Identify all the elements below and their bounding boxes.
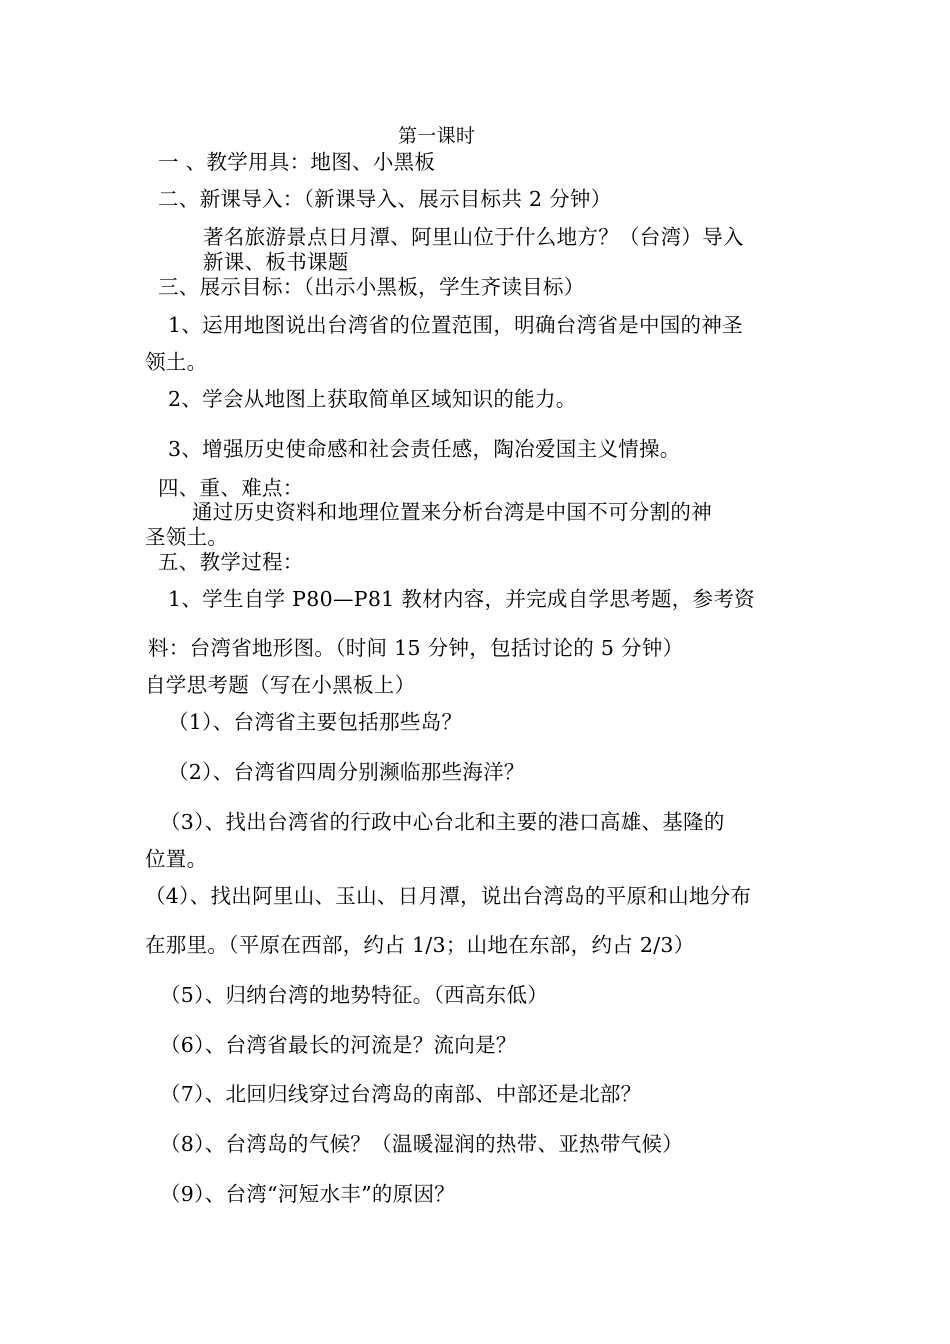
goal-2: 2、学会从地图上获取简单区域知识的能力。 (168, 387, 577, 411)
section-lesson-intro: 二、新课导入：（新课导入、展示目标共 2 分钟） (158, 187, 612, 211)
question-4-line-1: （4）、找出阿里山、玉山、日月潭，说出台湾岛的平原和山地分布 (145, 884, 752, 908)
document-title: 第一课时 (398, 125, 476, 147)
question-5: （5）、归纳台湾的地势特征。（西高东低） (160, 983, 549, 1007)
step-1-line-2: 料：台湾省地形图。（时间 15 分钟，包括讨论的 5 分钟） (148, 636, 684, 660)
intro-text-line-1: 著名旅游景点日月潭、阿里山位于什么地方？（台湾）导入 (203, 225, 744, 249)
question-1: （1）、台湾省主要包括那些岛？ (168, 710, 463, 734)
question-3-line-2: 位置。 (145, 847, 208, 871)
section-teaching-process: 五、教学过程： (158, 550, 304, 574)
section-key-points: 四、重、难点： (158, 476, 304, 500)
section-show-goals: 三、展示目标：（出示小黑板，学生齐读目标） (158, 275, 585, 299)
section-teaching-tools: 一 、教学用具：地图、小黑板 (158, 150, 436, 174)
question-2: （2）、台湾省四周分别濒临那些海洋？ (168, 760, 525, 784)
question-8: （8）、台湾岛的气候？（温暖湿润的热带、亚热带气候） (160, 1132, 684, 1156)
questions-heading: 自学思考题（写在小黑板上） (145, 673, 416, 697)
intro-text-line-2: 新课、板书课题 (203, 250, 349, 274)
question-3-line-1: （3）、找出台湾省的行政中心台北和主要的港口高雄、基隆的 (160, 810, 725, 834)
goal-1-line-1: 1、运用地图说出台湾省的位置范围，明确台湾省是中国的神圣 (168, 313, 743, 337)
goal-3: 3、增强历史使命感和社会责任感，陶冶爱国主义情操。 (168, 437, 681, 461)
question-9: （9）、台湾“河短水丰”的原因？ (160, 1182, 456, 1206)
question-4-line-2: 在那里。（平原在西部，约占 1/3；山地在东部，约占 2/3） (145, 933, 695, 957)
step-1-line-1: 1、学生自学 P80—P81 教材内容，并完成自学思考题，参考资 (168, 587, 755, 611)
goal-1-line-2: 领土。 (145, 350, 208, 374)
question-6: （6）、台湾省最长的河流是？流向是？ (160, 1033, 517, 1057)
key-points-line-1: 通过历史资料和地理位置来分析台湾是中国不可分割的神 (192, 500, 712, 524)
key-points-line-2: 圣领土。 (145, 525, 229, 549)
question-7: （7）、北回归线穿过台湾岛的南部、中部还是北部？ (160, 1082, 642, 1106)
